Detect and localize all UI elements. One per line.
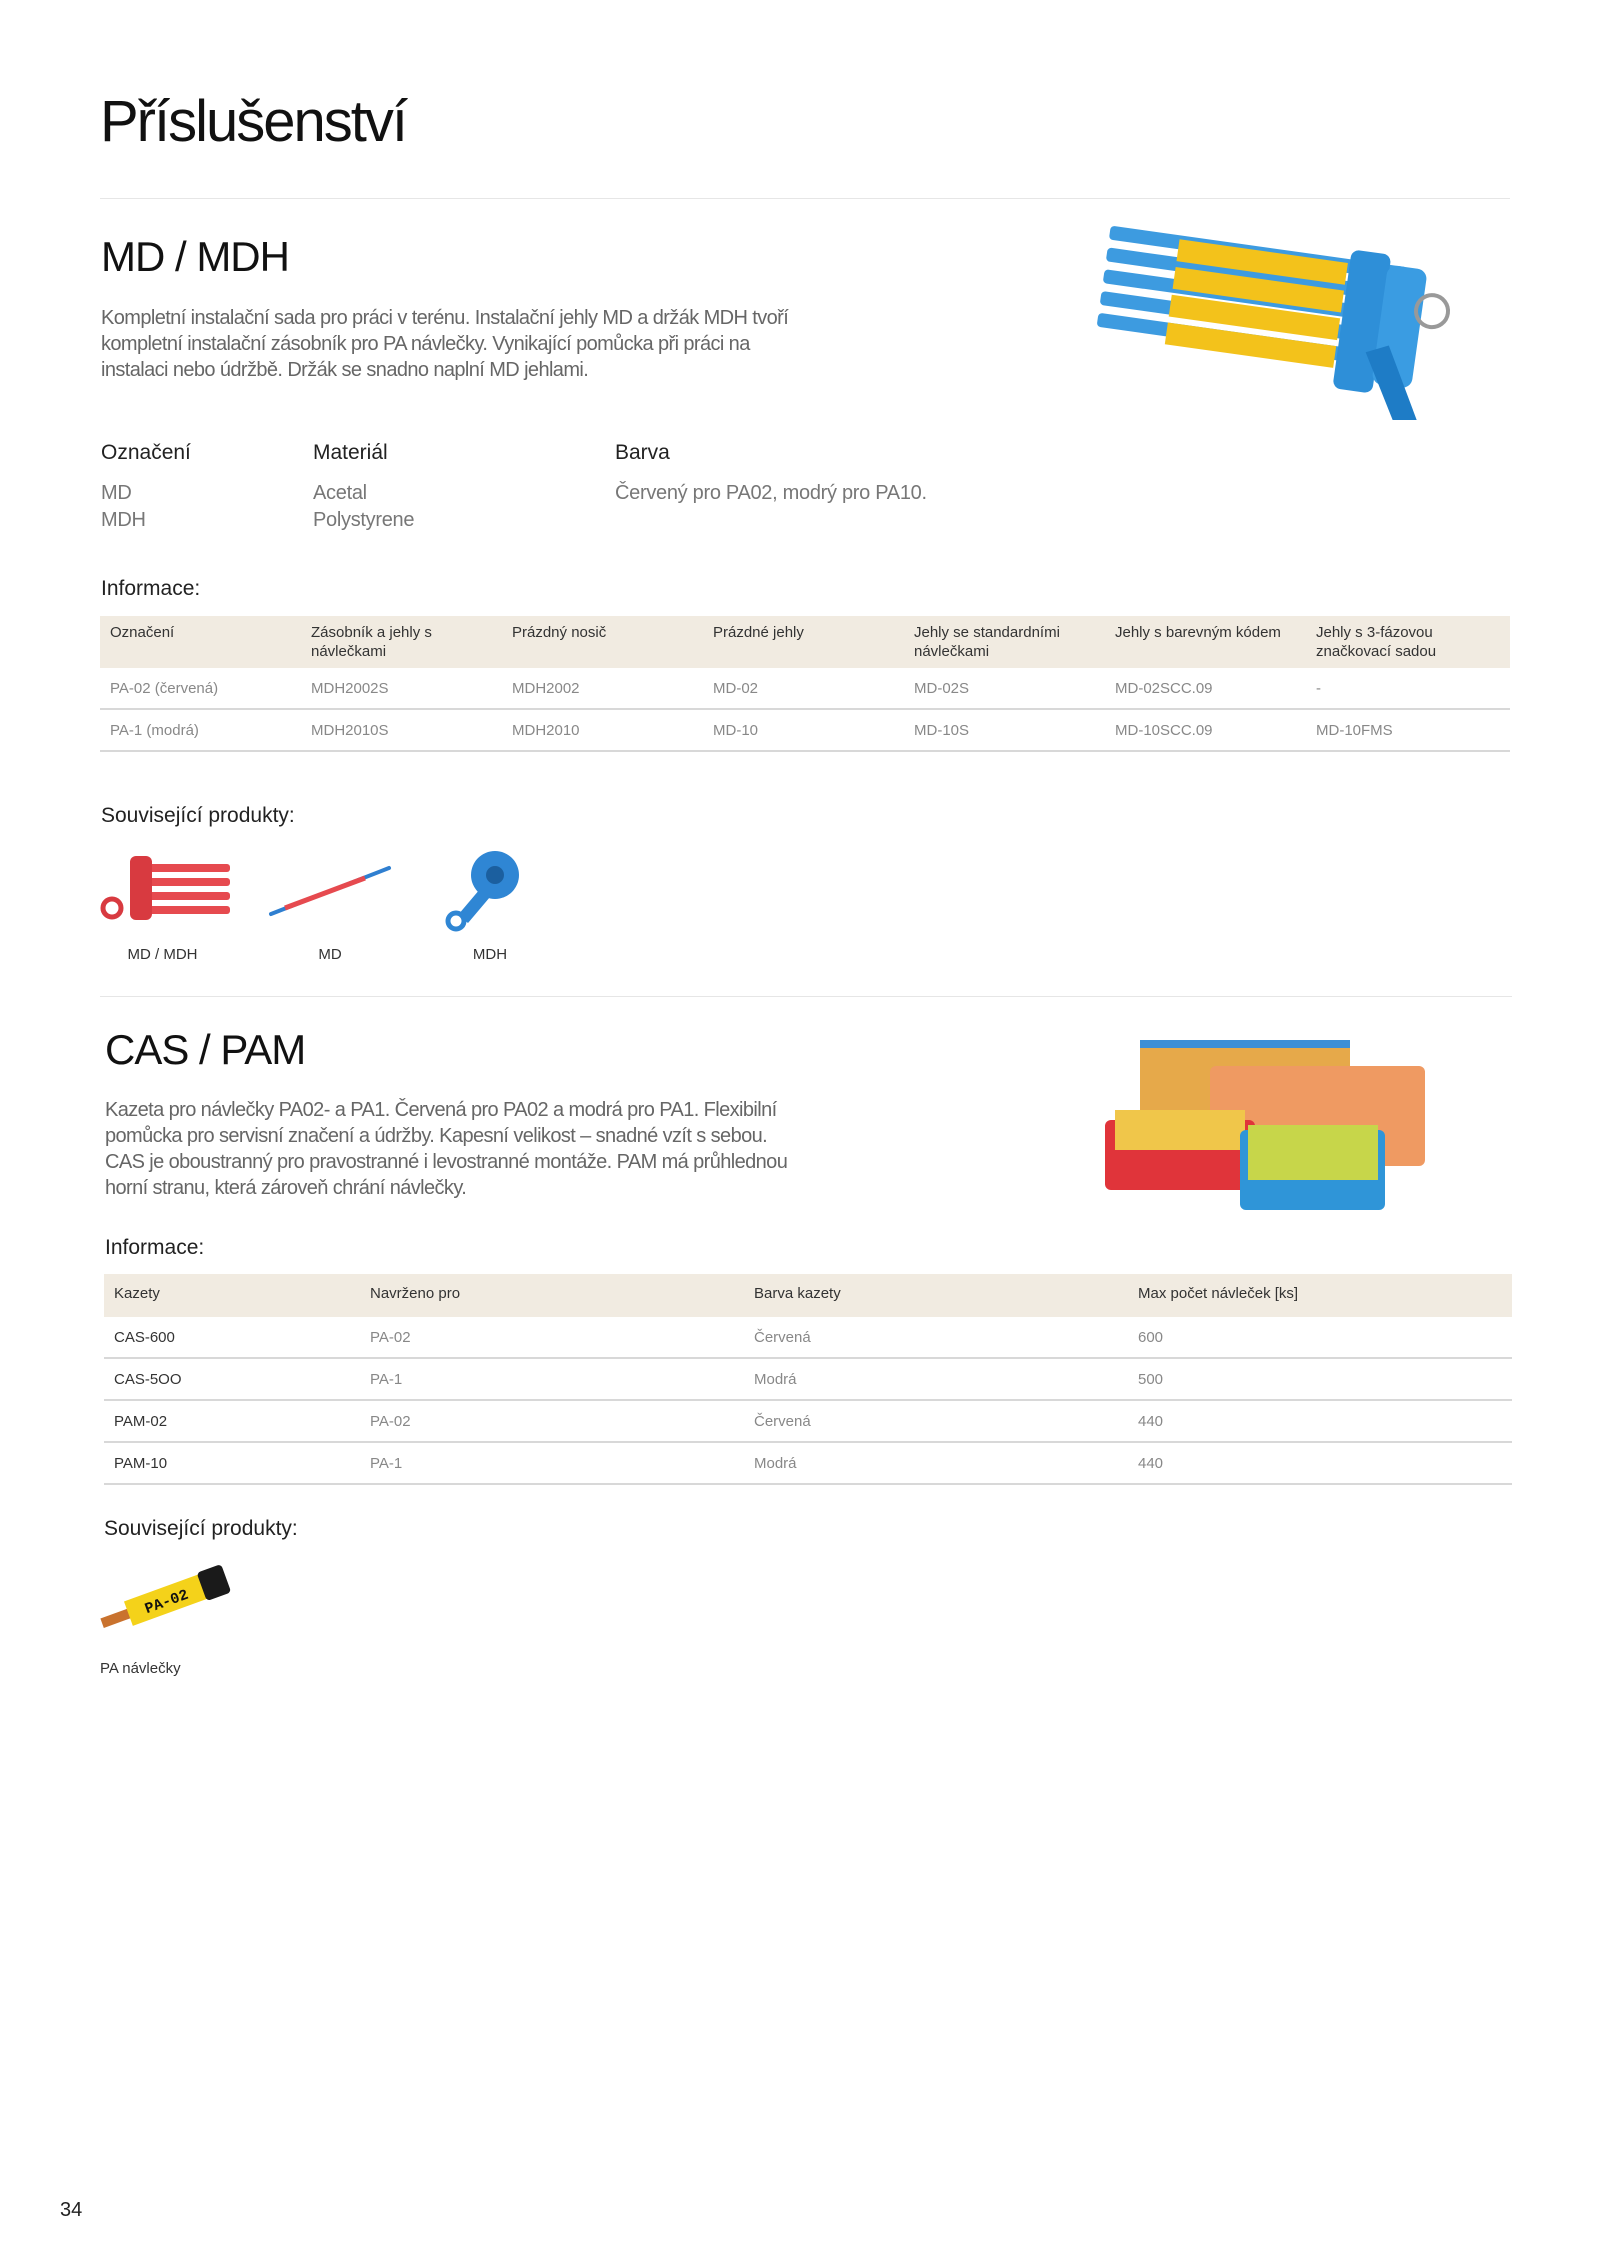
related-caption: MD / MDH — [127, 946, 198, 963]
related-caption: MDH — [472, 946, 508, 963]
table-row — [104, 1317, 1512, 1358]
table-row — [100, 709, 1510, 751]
table-row — [104, 1442, 1512, 1484]
spec-header-color: Barva — [615, 441, 670, 464]
table-cell: Modrá — [744, 1442, 1128, 1484]
table-header-cell: Max počet návleček [ks] — [1128, 1274, 1512, 1317]
table-cell: - — [1306, 668, 1510, 709]
table-cell: PA-02 — [360, 1317, 744, 1358]
table-header-row — [100, 616, 1510, 668]
md-related-label: Související produkty: — [101, 804, 295, 827]
table-cell: PA-02 — [360, 1400, 744, 1442]
table-header-row — [104, 1274, 1512, 1317]
table-cell: MD-02 — [703, 668, 904, 709]
md-mdh-product-image — [1080, 210, 1480, 420]
table-cell: MD-10SCC.09 — [1105, 709, 1306, 751]
related-caption: PA návlečky — [100, 1660, 181, 1677]
spec-header-material: Materiál — [313, 441, 388, 464]
md-mdh-thumbnail[interactable] — [100, 850, 240, 930]
table-cell: MD-10 — [703, 709, 904, 751]
mdh-thumbnail[interactable] — [440, 845, 530, 935]
md-description: Kompletní instalační sada pro práci v terénu. Instalační jehly MD a držák MDH tvoří kompletní instalační zásobník pro PA návlečky. Vynikající pomůcka při práci na instalaci nebo údržbě. Držák se snadno naplní MD jehlami. — [101, 307, 789, 381]
page-title: Příslušenství — [100, 89, 406, 154]
table-cell: Červená — [744, 1317, 1128, 1358]
table-cell: PA-02 (červená) — [100, 668, 301, 709]
table-cell: MDH2010 — [502, 709, 703, 751]
table-cell: MD-10S — [904, 709, 1105, 751]
md-thumbnail[interactable] — [265, 860, 395, 920]
divider — [100, 996, 1512, 997]
page-number: 34 — [60, 2199, 83, 2221]
table-row — [104, 1358, 1512, 1400]
table-cell: Červená — [744, 1400, 1128, 1442]
table-cell: 500 — [1128, 1358, 1512, 1400]
table-cell: 440 — [1128, 1442, 1512, 1484]
table-cell: PA-1 (modrá) — [100, 709, 301, 751]
table-header-cell: Jehly s barevným kódem — [1105, 616, 1306, 668]
table-cell: 600 — [1128, 1317, 1512, 1358]
cas-info-table — [104, 1274, 1512, 1485]
table-header-cell: Prázdné jehly — [703, 616, 904, 668]
table-cell: PAM-10 — [104, 1442, 360, 1484]
cas-heading: CAS / PAM — [105, 1026, 306, 1073]
spec-color-value: Červený pro PA02, modrý pro PA10. — [615, 482, 927, 504]
table-cell: CAS-5OO — [104, 1358, 360, 1400]
table-header-cell: Kazety — [104, 1274, 360, 1317]
table-cell: 440 — [1128, 1400, 1512, 1442]
md-heading: MD / MDH — [101, 233, 289, 280]
divider — [100, 198, 1510, 199]
table-cell: PAM-02 — [104, 1400, 360, 1442]
related-caption: MD — [318, 946, 342, 963]
cas-description: Kazeta pro návlečky PA02- a PA1. Červená pro PA02 a modrá pro PA1. Flexibilní pomůcka pro servisní značení a údržby. Kapesní velikost – snadné vzít s sebou. CAS je oboustranný pro pravostranné i levostranné montáže. PAM má průhlednou horní stranu, která zároveň chrání návlečky. — [105, 1099, 788, 1199]
spec-designation-values: MD MDH — [101, 482, 146, 531]
md-info-label: Informace: — [101, 577, 201, 600]
table-cell: CAS-600 — [104, 1317, 360, 1358]
pa-sleeve-label: PA-02 — [142, 1586, 191, 1619]
table-header-cell: Prázdný nosič — [502, 616, 703, 668]
table-cell: PA-1 — [360, 1442, 744, 1484]
table-header-cell: Jehly s 3-fázovou značkovací sadou — [1306, 616, 1510, 668]
table-cell: MD-02SCC.09 — [1105, 668, 1306, 709]
table-cell: MDH2010S — [301, 709, 502, 751]
cas-pam-product-image — [1100, 1030, 1430, 1230]
table-cell: MD-10FMS — [1306, 709, 1510, 751]
cas-related-label: Související produkty: — [104, 1517, 298, 1540]
spec-material-values: Acetal Polystyrene — [313, 482, 415, 531]
table-cell: Modrá — [744, 1358, 1128, 1400]
table-row — [100, 668, 1510, 709]
table-cell: PA-1 — [360, 1358, 744, 1400]
cas-info-label: Informace: — [105, 1236, 205, 1259]
spec-header-designation: Označení — [101, 441, 191, 464]
table-header-cell: Zásobník a jehly s návlečkami — [301, 616, 502, 668]
table-header-cell: Jehly se standardními návlečkami — [904, 616, 1105, 668]
table-header-cell: Označení — [100, 616, 301, 668]
table-cell: MDH2002S — [301, 668, 502, 709]
md-info-table — [100, 616, 1510, 752]
table-header-cell: Barva kazety — [744, 1274, 1128, 1317]
table-cell: MDH2002 — [502, 668, 703, 709]
table-header-cell: Navrženo pro — [360, 1274, 744, 1317]
table-cell: MD-02S — [904, 668, 1105, 709]
pa-sleeve-thumbnail[interactable] — [96, 1565, 236, 1635]
table-row — [104, 1400, 1512, 1442]
